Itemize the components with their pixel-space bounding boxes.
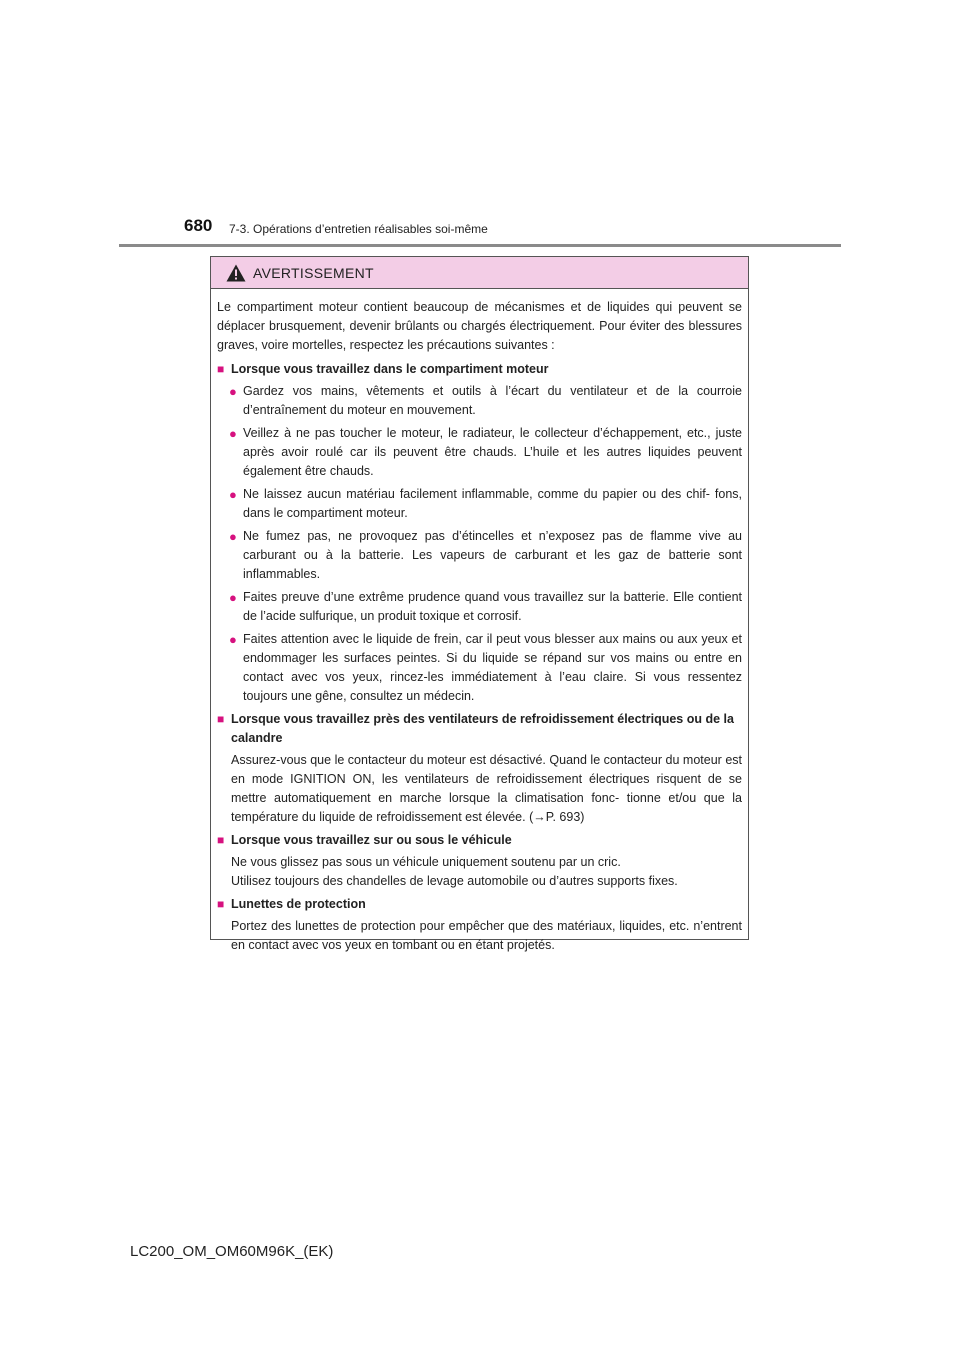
list-item-text: Veillez à ne pas toucher le moteur, le radiateur, le collecteur d’échappement, etc., juste après avoir roulé car ils peuvent être chauds. L’huile et les autres liquides peuvent également être chauds. (243, 426, 742, 478)
group-paragraph: Portez des lunettes de protection pour empêcher que des matériaux, liquides, etc. n’entrent en contact avec vos yeux en tombant ou en étant projetés. (231, 919, 742, 952)
circle-bullet: ● (229, 384, 237, 399)
precaution-group (217, 895, 742, 955)
precaution-group (217, 360, 742, 706)
list-item-text: Ne laissez aucun matériau facilement inflammable, comme du papier ou des chif- fons, dans le compartiment moteur. (243, 487, 742, 520)
list-item (229, 527, 742, 584)
group-text (231, 751, 742, 827)
group-heading (217, 895, 742, 914)
group-heading-text: Lunettes de protection (231, 897, 366, 911)
square-bullet: ■ (217, 897, 225, 911)
circle-bullet: ● (229, 590, 237, 605)
group-paragraph: Assurez-vous que le contacteur du moteur est désactivé. Quand le contacteur du moteur est en mode IGNITION ON, les ventilateurs de refroidissement électriques risquent de se mettre automatiquement en marche lorsque la climatisation fonc- tionne et/ou que la température du liquide de refroidissement est élevée. (→P. 693) (231, 753, 742, 824)
list-item (229, 424, 742, 481)
section-title: 7-3. Opérations d’entretien réalisables soi-même (229, 222, 488, 236)
list-item (229, 630, 742, 706)
group-text (231, 853, 742, 891)
circle-bullet: ● (229, 529, 237, 544)
warning-intro: Le compartiment moteur contient beaucoup de mécanismes et de liquides qui peuvent se déplacer brusquement, devenir brûlants ou chargés électriquement. Pour éviter des blessures graves, voire mortelles, respectez les précautions suivantes : (217, 300, 742, 352)
warning-header (211, 257, 748, 289)
warning-triangle-icon (226, 264, 246, 282)
precaution-group (217, 831, 742, 891)
circle-bullet: ● (229, 632, 237, 647)
document-code: LC200_OM_OM60M96K_(EK) (130, 1243, 334, 1260)
list-item-text: Ne fumez pas, ne provoquez pas d’étincelles et n’exposez pas de flamme vive au carburant ou à la batterie. Les vapeurs de carburant et les gaz de batterie sont inflammables. (243, 529, 742, 581)
square-bullet: ■ (217, 362, 225, 376)
list-item-text: Faites attention avec le liquide de frein, car il peut vous blesser aux mains ou aux yeux et endommager les surfaces peintes. Si du liquide se répand sur vos mains ou entre en contact avec vos yeux, rincez-les immédiatement à l’eau claire. Si vous ressentez toujours une gêne, consultez un médecin. (243, 632, 742, 703)
circle-bullet: ● (229, 426, 237, 441)
list-item-text: Gardez vos mains, vêtements et outils à l’écart du ventilateur et de la courroie d’entraînement du moteur en mouvement. (243, 384, 742, 417)
page-number: 680 (184, 216, 213, 235)
group-text (231, 917, 742, 955)
warning-box (210, 256, 749, 952)
group-heading-text: Lorsque vous travaillez dans le compartiment moteur (231, 362, 549, 376)
list-item (229, 588, 742, 626)
square-bullet: ■ (217, 833, 225, 847)
group-heading-text: Lorsque vous travaillez près des ventilateurs de refroidissement électriques ou de la calandre (231, 712, 734, 745)
square-bullet: ■ (217, 712, 225, 726)
group-heading-text: Lorsque vous travaillez sur ou sous le véhicule (231, 833, 512, 847)
circle-bullet: ● (229, 487, 237, 502)
warning-title: AVERTISSEMENT (253, 264, 374, 281)
precaution-group (217, 710, 742, 827)
group-heading (217, 710, 742, 748)
warning-body (211, 289, 748, 955)
group-heading (217, 831, 742, 850)
list-item (229, 382, 742, 420)
list-item-text: Faites preuve d’une extrême prudence quand vous travaillez sur la batterie. Elle contient de l’acide sulfurique, un produit toxique et corrosif. (243, 590, 742, 623)
group-heading (217, 360, 742, 379)
group-line: Utilisez toujours des chandelles de levage automobile ou d’autres supports fixes. (231, 874, 678, 888)
group-line: Ne vous glissez pas sous un véhicule uniquement soutenu par un cric. (231, 855, 621, 869)
list-item (229, 485, 742, 523)
header-rule (119, 244, 841, 247)
